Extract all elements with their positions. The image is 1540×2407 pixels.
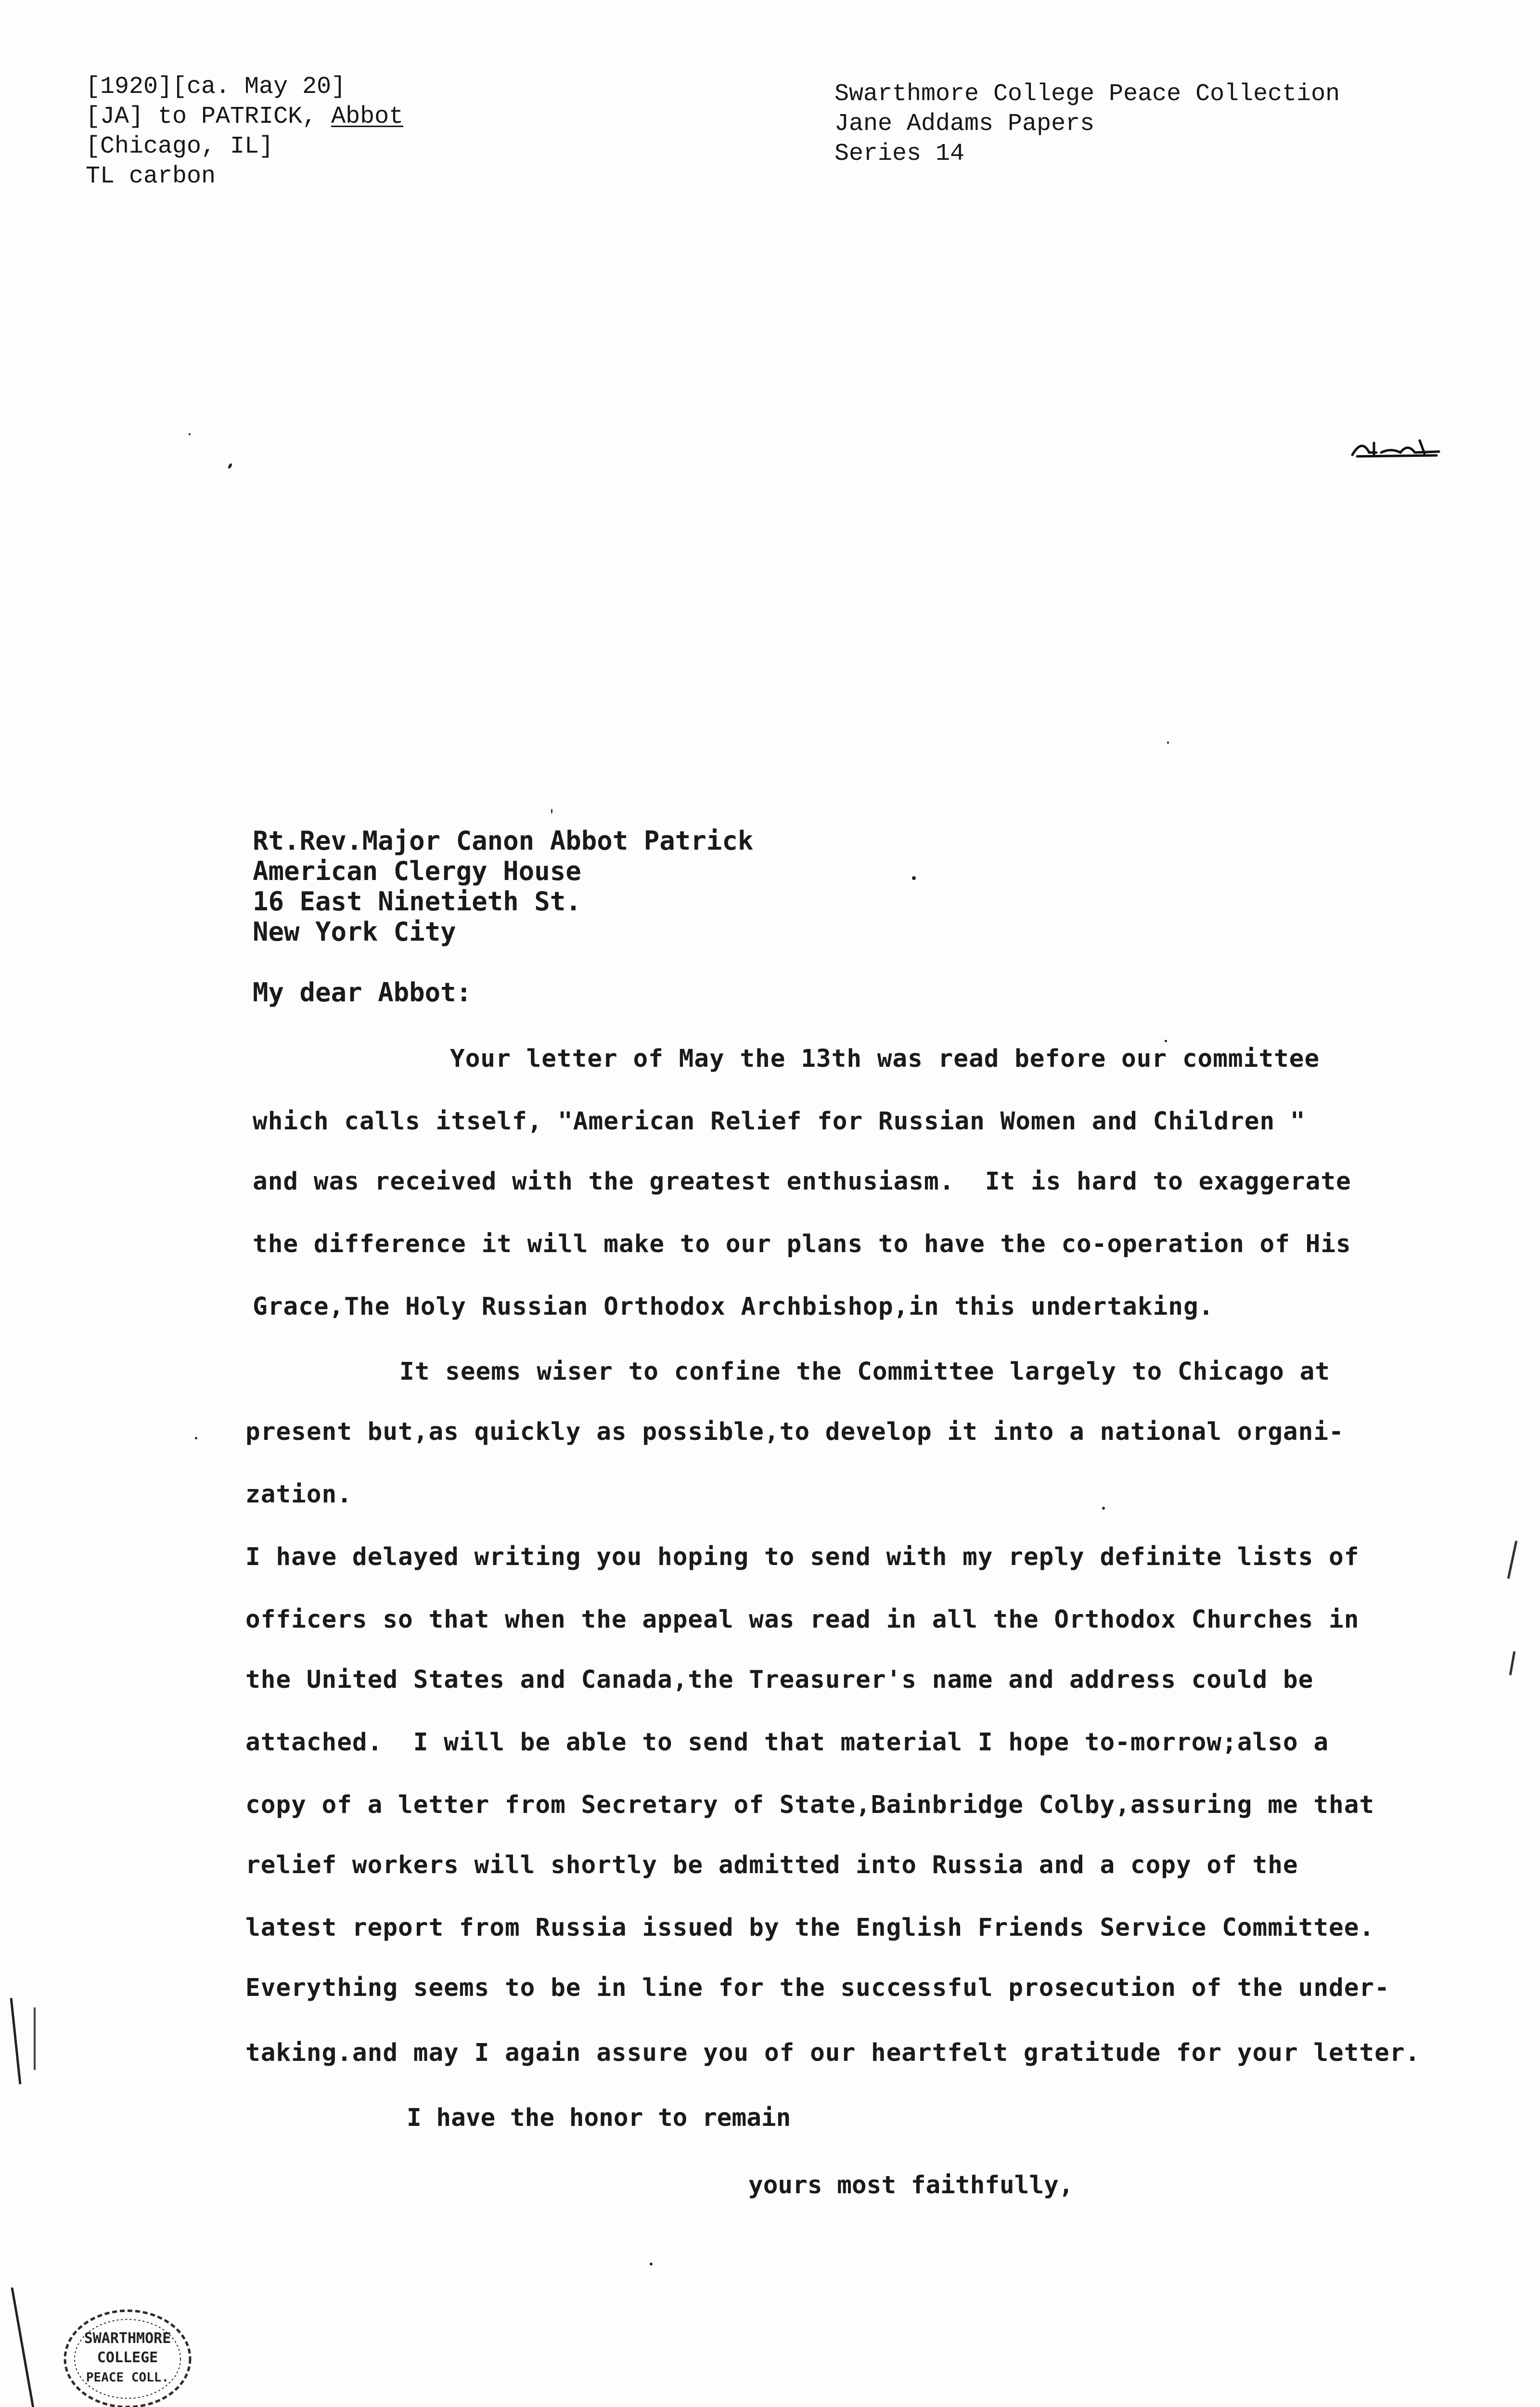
stamp-line-1: SWARTHMORE — [84, 2330, 171, 2347]
paragraph-line: It seems wiser to confine the Committee largely to Chicago at — [399, 1358, 1330, 1386]
archive-citation — [86, 72, 403, 192]
citation-recipient — [86, 102, 403, 132]
paragraph-line: and was received with the greatest enthusiasm. It is hard to exaggerate — [253, 1167, 1351, 1196]
stray-mark — [1165, 1040, 1167, 1042]
margin-binding-mark — [34, 2007, 36, 2070]
stray-mark — [912, 876, 916, 880]
recipient-organization: American Clergy House — [253, 856, 581, 886]
recipient-address — [253, 826, 753, 947]
paragraph-line: which calls itself, "American Relief for Russian Women and Children " — [253, 1107, 1306, 1136]
stray-mark — [1102, 1507, 1105, 1510]
papers-name: Jane Addams Papers — [834, 110, 1095, 138]
stray-mark — [189, 433, 191, 435]
series-number: Series 14 — [834, 140, 965, 168]
paragraph-line: attached. I will be able to send that material I hope to-morrow;also a — [245, 1728, 1329, 1757]
paragraph-line: zation. — [245, 1480, 352, 1509]
handwritten-notation-mark — [1348, 433, 1444, 462]
paragraph-line: relief workers will shortly be admitted into Russia and a copy of the — [245, 1851, 1298, 1879]
paragraph-line: officers so that when the appeal was read in all the Orthodox Churches in — [245, 1605, 1360, 1634]
citation-place: [Chicago, IL] — [86, 133, 274, 160]
paragraph-line: the difference it will make to our plans to have the co-operation of His — [253, 1230, 1351, 1258]
paragraph-line: Everything seems to be in line for the successful prosecution of the under- — [245, 1974, 1390, 2002]
salutation: My dear Abbot: — [253, 977, 472, 1008]
stamp-line-3: PEACE COLL. — [86, 2370, 169, 2385]
valediction: yours most faithfully, — [748, 2171, 1074, 2200]
stamp-line-2: COLLEGE — [97, 2349, 158, 2366]
stray-mark — [1167, 741, 1169, 744]
collection-name: Swarthmore College Peace Collection — [834, 80, 1340, 108]
citation-date: [1920][ca. May 20] — [86, 73, 346, 101]
margin-binding-mark — [11, 2288, 35, 2407]
margin-binding-mark — [10, 1998, 22, 2084]
margin-tick — [1507, 1540, 1518, 1579]
stray-mark — [195, 1437, 197, 1439]
paragraph-line: Grace,The Holy Russian Orthodox Archbishop,in this undertaking. — [253, 1293, 1214, 1321]
paragraph-line: I have delayed writing you hoping to send with my reply definite lists of — [245, 1543, 1360, 1571]
collection-header — [834, 79, 1340, 169]
paragraph-line: copy of a letter from Secretary of State,Bainbridge Colby,assuring me that — [245, 1791, 1375, 1819]
citation-format: TL carbon — [86, 163, 216, 190]
stray-mark — [551, 809, 552, 814]
margin-tick — [1509, 1651, 1516, 1675]
recipient-city: New York City — [253, 917, 456, 947]
recipient-name: Rt.Rev.Major Canon Abbot Patrick — [253, 826, 754, 856]
paragraph-line: taking.and may I again assure you of our heartfelt gratitude for your letter. — [245, 2039, 1421, 2067]
citation-recipient-underlined: Abbot — [331, 103, 404, 130]
citation-recipient-prefix: [JA] to PATRICK, — [86, 103, 332, 130]
archive-stamp — [58, 2303, 197, 2407]
stray-mark — [227, 463, 232, 469]
stray-mark — [650, 2263, 653, 2265]
paragraph-line: the United States and Canada,the Treasurer's name and address could be — [245, 1666, 1314, 1694]
paragraph-line: latest report from Russia issued by the English Friends Service Committee. — [245, 1914, 1375, 1942]
paragraph-line: present but,as quickly as possible,to develop it into a national organi- — [245, 1418, 1344, 1446]
paragraph-line: Your letter of May the 13th was read before our committee — [450, 1045, 1320, 1073]
recipient-street: 16 East Ninetieth St. — [253, 886, 581, 917]
closing-phrase: I have the honor to remain — [407, 2104, 791, 2132]
